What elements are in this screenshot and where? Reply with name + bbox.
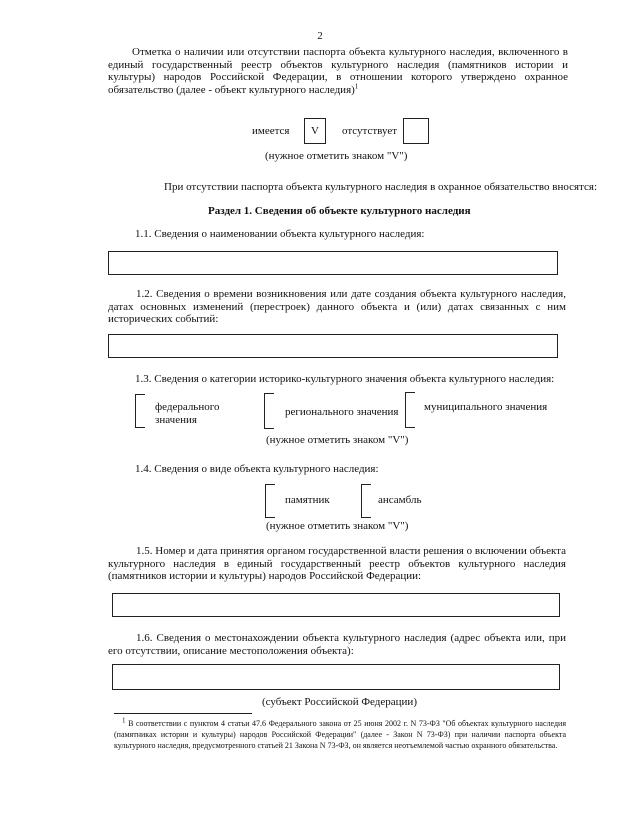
footnote-marker: 1 [122, 716, 126, 725]
mark-hint: (нужное отметить знаком "V") [265, 150, 408, 162]
monument-checkbox[interactable] [265, 484, 275, 518]
item-1-5-label: 1.5. Номер и дата принятия органом государственной власти решения о включении объекта культурного наследия в единый государственный реестр объектов культурного наследия (памятников истории и культуры) народов Российской Федерации: [108, 545, 566, 582]
section-title: Раздел 1. Сведения об объекте культурного наследия [208, 205, 471, 217]
item-1-1-label: 1.1. Сведения о наименовании объекта культурного наследия: [135, 228, 425, 240]
absent-checkbox[interactable] [403, 118, 429, 144]
item-1-6-label: 1.6. Сведения о местонахождении объекта культурного наследия (адрес объекта или, при его отсутствии, описание местоположения объекта): [108, 632, 566, 657]
footnote-ref: 1 [354, 81, 359, 90]
passport-note [108, 46, 568, 96]
item-1-6-field[interactable] [112, 664, 560, 690]
municipal-label: муниципального значения [424, 401, 548, 413]
item-1-2-label: 1.2. Сведения о времени возникновения или дате создания объекта культурного наследия, датах основных изменений (перестроек) данного объекта и (или) датах связанных с ним исторических событий: [108, 288, 566, 325]
absent-label: отсутствует [342, 125, 398, 137]
federal-checkbox[interactable] [135, 394, 145, 428]
item-1-3-label: 1.3. Сведения о категории историко-культурного значения объекта культурного наследия: [135, 373, 555, 385]
absence-note: При отсутствии паспорта объекта культурного наследия в охранное обязательство вносятся: [164, 181, 598, 193]
federal-label: федерального значения [155, 401, 220, 426]
monument-label: памятник [285, 494, 330, 506]
has-checkbox[interactable]: V [304, 118, 326, 144]
item-1-5-field[interactable] [112, 593, 560, 617]
ensemble-label: ансамбль [378, 494, 422, 506]
regional-checkbox[interactable] [264, 393, 274, 429]
footnote-separator [114, 713, 252, 714]
municipal-checkbox[interactable] [405, 392, 415, 428]
footnote-text: В соответствии с пунктом 4 статьи 47.6 Федерального закона от 25 июня 2002 г. N 73-ФЗ "Об объектах культурного наследия (памятниках истории и культуры) народов Российской Федерации" (далее - Закон N 73-ФЗ) при наличии паспорта объекта культурного наследия, предусмотренного статьей 21 Закона N 73-ФЗ, он является неотъемлемой частью охранного обязательства. [114, 719, 567, 750]
item-1-1-field[interactable] [108, 251, 558, 275]
item-1-4-label: 1.4. Сведения о виде объекта культурного наследия: [135, 463, 379, 475]
page-number: 2 [317, 30, 323, 42]
item-1-2-field[interactable] [108, 334, 558, 358]
ensemble-checkbox[interactable] [361, 484, 371, 518]
footnote [114, 718, 566, 751]
regional-label: регионального значения [285, 406, 399, 418]
category-hint: (нужное отметить знаком "V") [266, 434, 409, 446]
kind-hint: (нужное отметить знаком "V") [266, 520, 409, 532]
passport-note-text: Отметка о наличии или отсутствии паспорта объекта культурного наследия, включенного в единый государственный реестр объектов культурного наследия (памятников истории и культуры) народов Российской Федерации, в отношении которого утверждено охранное обязательство (далее - объект культурного наследия) [108, 46, 568, 96]
has-label: имеется [252, 125, 290, 137]
subject-caption: (субъект Российской Федерации) [262, 696, 417, 708]
